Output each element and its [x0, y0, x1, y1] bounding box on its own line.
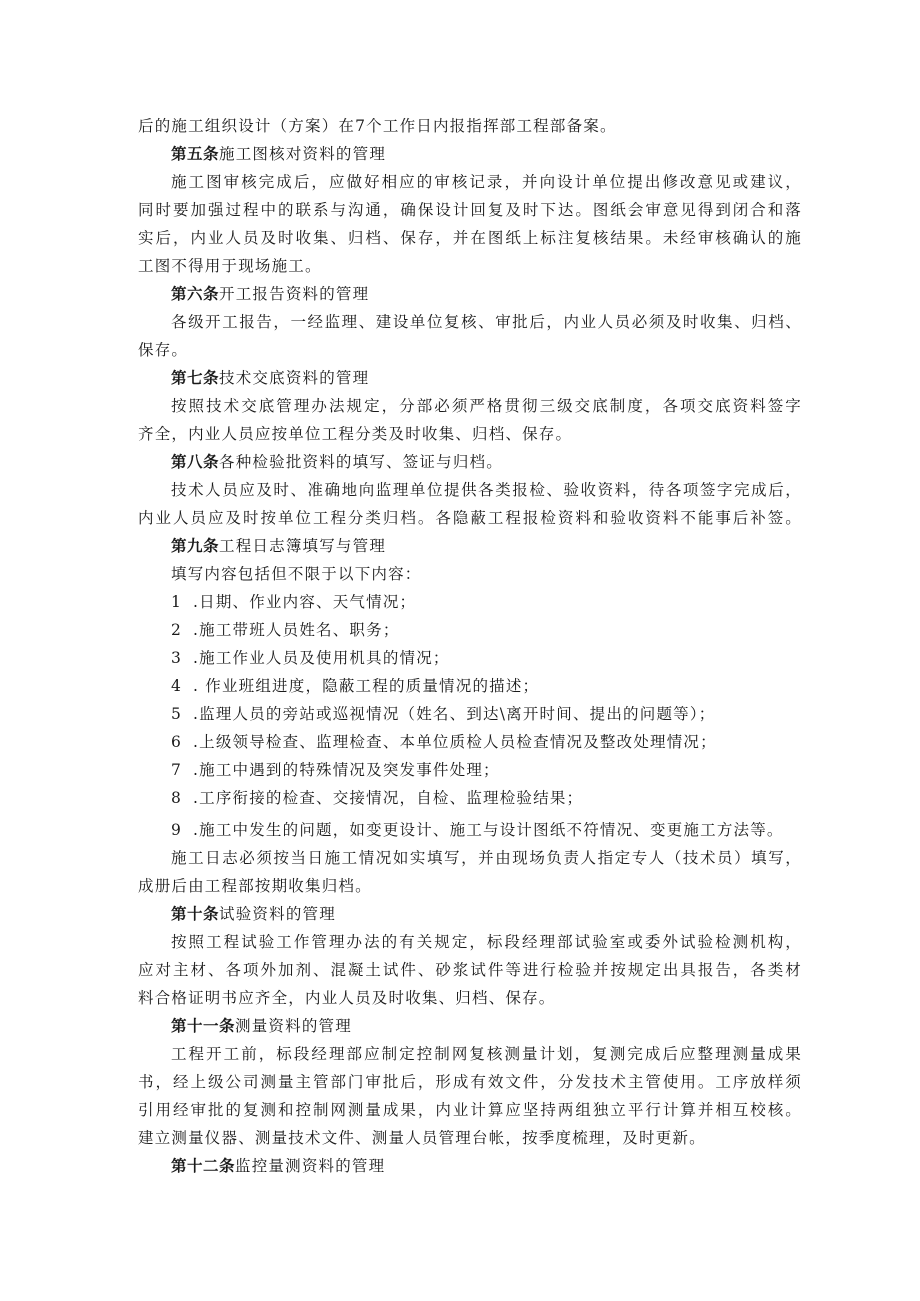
list-item-text: .日期、作业内容、天气情况；: [193, 593, 417, 611]
list-item: [138, 700, 802, 728]
paragraph-line: 料合格证明书应齐全，内业人员及时收集、归档、保存。: [138, 989, 556, 1007]
paragraph-line: 填写内容包括但不限于以下内容：: [171, 565, 422, 583]
paragraph-line: 工图不得用于现场施工。: [138, 257, 322, 275]
list-item-text: .监理人员的旁站或巡视情况（姓名、到达\离开时间、提出的问题等）；: [193, 705, 716, 723]
document-page: [138, 112, 802, 1180]
list-item-text: . 作业班组进度，隐蔽工程的质量情况的描述；: [193, 677, 540, 695]
paragraph-line: 后的施工组织设计（方案）在7个工作日内报指挥部工程部备案。: [138, 117, 617, 135]
paragraph-line: 工程开工前，标段经理部应制定控制网复核测量计划，复测完成后应整理测量成果: [171, 1045, 802, 1063]
article-heading-6: [138, 280, 802, 308]
list-item-text: .工序衔接的检查、交接情况，自检、监理检验结果；: [193, 789, 584, 807]
article-number: 第十二条: [171, 1156, 236, 1175]
article-heading-10: [138, 900, 802, 928]
article-number: 第五条: [171, 144, 220, 163]
list-item-number: 5: [171, 705, 183, 723]
paragraph-line: 同时要加强过程中的联系与沟通，确保设计回复及时下达。图纸会审意见得到闭合和落: [138, 201, 802, 219]
article-title: 技术交底资料的管理: [219, 369, 370, 387]
article-number: 第六条: [171, 284, 220, 303]
list-item-number: 4: [171, 677, 183, 695]
article-title: 各种检验批资料的填写、签证与归档。: [219, 453, 503, 471]
list-item-text: .施工作业人员及使用机具的情况；: [193, 649, 450, 667]
list-item-number: 3: [171, 649, 183, 667]
list-item: [138, 784, 802, 812]
paragraph-line: 引用经审批的复测和控制网测量成果，内业计算应坚持两组独立平行计算并相互校核。: [138, 1101, 802, 1119]
list-item-number: 1: [171, 593, 183, 611]
article-number: 第九条: [171, 536, 220, 555]
paragraph-line: 各级开工报告，一经监理、建设单位复核、审批后，内业人员必须及时收集、归档、: [171, 313, 802, 331]
article-number: 第十条: [171, 904, 220, 923]
list-item-text: .上级领导检查、监理检查、本单位质检人员检查情况及整改处理情况；: [193, 733, 717, 751]
article-title: 工程日志簿填写与管理: [219, 537, 387, 555]
paragraph-line: 齐全，内业人员应按单位工程分类及时收集、归档、保存。: [138, 425, 573, 443]
article-number: 第七条: [171, 368, 220, 387]
article-title: 监控量测资料的管理: [235, 1157, 386, 1175]
list-item: [138, 588, 802, 616]
article-heading-12: [138, 1152, 802, 1180]
paragraph-line: 建立测量仪器、测量技术文件、测量人员管理台帐，按季度梳理，及时更新。: [138, 1129, 706, 1147]
list-item: [138, 616, 802, 644]
list-item: [138, 728, 802, 756]
list-item: [138, 672, 802, 700]
article-heading-11: [138, 1012, 802, 1040]
article-heading-7: [138, 364, 802, 392]
article-heading-8: [138, 448, 802, 476]
list-item-number: 6: [171, 733, 183, 751]
article-number: 第八条: [171, 452, 220, 471]
article-heading-5: [138, 140, 802, 168]
list-item-number: 9: [171, 821, 183, 839]
paragraph-line: 成册后由工程部按期收集归档。: [138, 877, 372, 895]
paragraph-line: 施工图审核完成后，应做好相应的审核记录，并向设计单位提出修改意见或建议，: [171, 173, 802, 191]
list-item: [138, 816, 802, 844]
paragraph-line: 按照工程试验工作管理办法的有关规定，标段经理部试验室或委外试验检测机构，: [171, 933, 802, 951]
list-item-text: .施工中遇到的特殊情况及突发事件处理；: [193, 761, 500, 779]
paragraph-line: 书，经上级公司测量主管部门审批后，形成有效文件，分发技术主管使用。工序放样须: [138, 1073, 802, 1091]
paragraph-line: 按照技术交底管理办法规定，分部必须严格贯彻三级交底制度，各项交底资料签字: [171, 397, 802, 415]
paragraph-line: 保存。: [138, 341, 189, 359]
paragraph-line: 施工日志必须按当日施工情况如实填写，并由现场负责人指定专人（技术员）填写，: [171, 849, 802, 867]
list-item-text: .施工带班人员姓名、职务；: [193, 621, 400, 639]
paragraph-line: 实后，内业人员及时收集、归档、保存，并在图纸上标注复核结果。未经审核确认的施: [138, 229, 802, 247]
paragraph-line: 应对主材、各项外加剂、混凝土试件、砂浆试件等进行检验并按规定出具报告，各类材: [138, 961, 802, 979]
list-item-number: 7: [171, 761, 183, 779]
article-title: 开工报告资料的管理: [219, 285, 370, 303]
paragraph-line: 技术人员应及时、准确地向监理单位提供各类报检、验收资料，待各项签字完成后，: [171, 481, 802, 499]
article-title: 测量资料的管理: [235, 1017, 352, 1035]
article-title: 试验资料的管理: [219, 905, 336, 923]
list-item-number: 2: [171, 621, 183, 639]
list-item: [138, 756, 802, 784]
article-heading-9: [138, 532, 802, 560]
paragraph-line: 内业人员应及时按单位工程分类归档。各隐蔽工程报检资料和验收资料不能事后补签。: [138, 509, 802, 527]
list-item: [138, 644, 802, 672]
list-item-number: 8: [171, 789, 183, 807]
article-title: 施工图核对资料的管理: [219, 145, 387, 163]
list-item-text: .施工中发生的问题，如变更设计、施工与设计图纸不符情况、变更施工方法等。: [193, 821, 784, 839]
article-number: 第十一条: [171, 1016, 236, 1035]
